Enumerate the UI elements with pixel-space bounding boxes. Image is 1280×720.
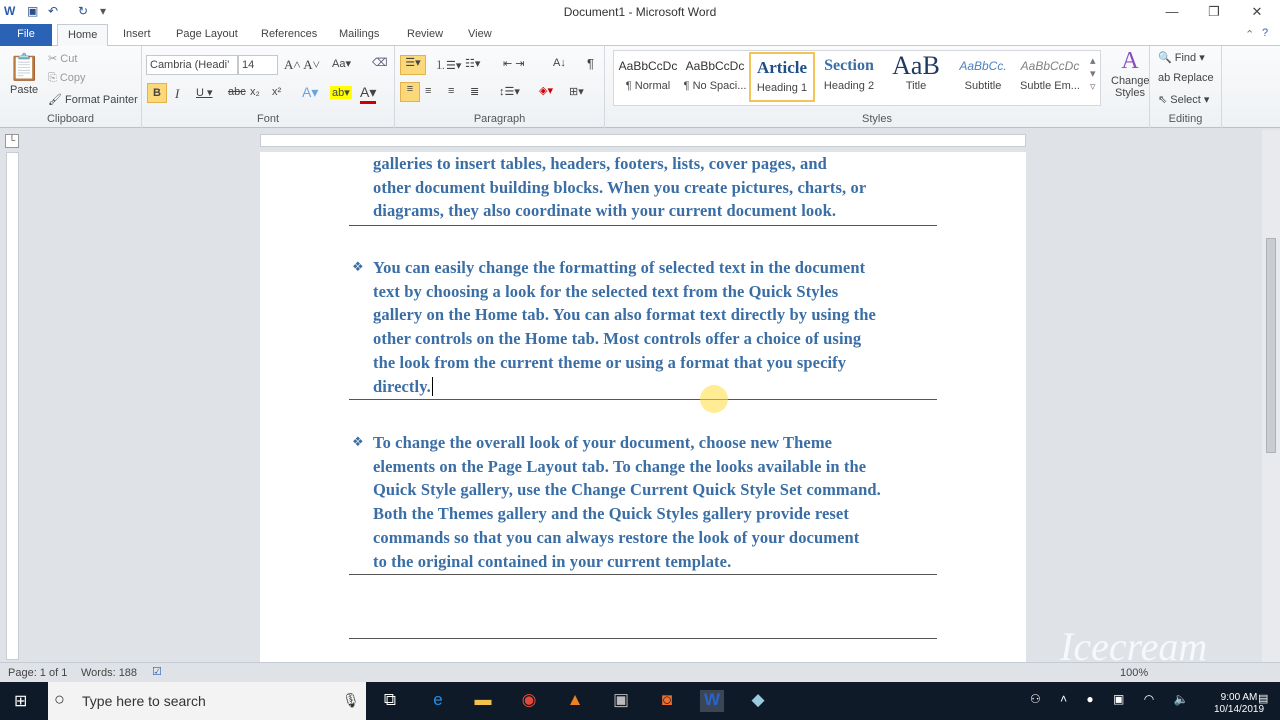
customize-toolbar-icon[interactable]: ▾ <box>100 4 107 18</box>
underline-button[interactable]: U ▾ <box>196 87 213 99</box>
show-marks-button[interactable]: ¶ <box>587 56 594 71</box>
line-spacing-button[interactable]: ↕☰▾ <box>499 86 520 98</box>
cut-button[interactable]: ✂ Cut <box>48 53 78 65</box>
task-view-icon[interactable]: ⧉ <box>383 690 397 709</box>
style-no-spacing[interactable] <box>682 52 748 102</box>
style-preview: AaB <box>892 52 940 80</box>
superscript-button[interactable]: x² <box>272 86 282 98</box>
cut-label: Cut <box>60 53 78 65</box>
style-name: Subtitle <box>964 80 1002 92</box>
paste-icon[interactable]: 📋 <box>8 52 41 82</box>
style-name: ¶ Normal <box>625 80 671 92</box>
style-subtitle[interactable] <box>950 52 1016 102</box>
bold-button[interactable]: B <box>147 83 167 103</box>
text-line: elements on the Page Layout tab. To change the looks available in the <box>373 456 867 476</box>
format-painter-button[interactable]: 🖌 Format Painter <box>48 94 138 106</box>
style-name: Heading 2 <box>823 80 875 92</box>
styles-group-label: Styles <box>862 113 892 125</box>
close-button[interactable]: ✕ <box>1251 4 1263 19</box>
paste-button[interactable]: Paste <box>10 84 39 96</box>
align-center-button[interactable]: ≡ <box>425 85 432 97</box>
font-size-select[interactable]: 14 <box>238 55 278 75</box>
collapse-ribbon-icon[interactable]: ⌃ <box>1245 29 1255 41</box>
paragraph-group <box>395 46 605 128</box>
sort-button[interactable]: A↓ <box>553 57 566 69</box>
text-line: the look from the current theme or using a format that you specify <box>373 352 847 372</box>
replace-label: Replace <box>1173 72 1214 84</box>
undo-icon[interactable]: ↶ <box>48 4 59 18</box>
change-styles-button[interactable] <box>1111 48 1149 99</box>
style-title[interactable] <box>883 52 949 102</box>
paragraph-0[interactable] <box>373 152 953 223</box>
tab-references[interactable]: References <box>261 28 318 40</box>
copy-button[interactable]: ⎘ Copy <box>48 72 86 84</box>
text-line: other document building blocks. When you create pictures, charts, or <box>373 177 867 197</box>
select-button[interactable]: ⇖ Select ▾ <box>1158 94 1210 106</box>
title-bar <box>0 0 1280 24</box>
text-line: Quick Style gallery, use the Change Current Quick Style Set command. <box>373 480 881 500</box>
clipboard-group-label: Clipboard <box>46 113 95 125</box>
text-line: commands so that you can always restore the look of your document <box>373 527 860 547</box>
numbering-button[interactable]: ⒈☰▾ <box>435 60 462 72</box>
notifications-icon[interactable]: ▤ <box>1258 693 1269 705</box>
scrollbar-thumb[interactable] <box>1266 238 1276 453</box>
bullets-button[interactable]: ☰▾ <box>400 55 426 75</box>
ribbon-tabs <box>0 24 1280 46</box>
format-painter-label: Format Painter <box>65 94 138 106</box>
clock[interactable] <box>1214 692 1264 716</box>
page-count[interactable]: Page: 1 of 1 <box>8 667 68 679</box>
bullet-diamond-icon: ❖ <box>352 259 364 274</box>
font-color-button[interactable]: A▾ <box>360 84 376 104</box>
shading-button[interactable]: ◈▾ <box>539 85 553 97</box>
app-icon[interactable]: ▣ <box>612 690 630 709</box>
style-name: Heading 1 <box>756 82 808 94</box>
style-subtle-emphasis[interactable] <box>1017 52 1083 102</box>
tab-home[interactable]: Home <box>57 24 108 47</box>
style-preview: AaBbCc. <box>959 59 1007 73</box>
paragraph-group-label: Paragraph <box>473 113 526 125</box>
word-count[interactable]: Words: 188 <box>81 667 138 679</box>
tab-file[interactable]: File <box>0 24 52 46</box>
text-line: gallery on the Home tab. You can also format text directly by using the <box>373 305 876 325</box>
document-page[interactable] <box>260 152 1026 662</box>
select-label: Select <box>1170 94 1201 106</box>
find-label: Find <box>1174 52 1197 64</box>
word-taskbar-icon[interactable]: W <box>700 690 724 712</box>
tab-selector[interactable]: └ <box>5 134 19 148</box>
styles-group <box>605 46 1150 128</box>
italic-button[interactable]: I <box>175 86 180 101</box>
text-line: You can easily change the formatting of selected text in the document <box>373 258 866 277</box>
justify-button[interactable]: ≣ <box>470 86 480 98</box>
style-heading-2[interactable] <box>816 52 882 102</box>
save-icon[interactable]: ▣ <box>27 4 39 18</box>
chrome-icon[interactable]: ◉ <box>521 690 537 709</box>
borders-button[interactable]: ⊞▾ <box>569 86 584 98</box>
change-case-button[interactable]: Aa▾ <box>332 58 351 70</box>
style-preview: Article <box>756 58 808 77</box>
style-heading-1[interactable] <box>749 52 815 102</box>
editing-group <box>1150 46 1222 128</box>
paragraph-1[interactable] <box>373 256 953 398</box>
date: 10/14/2019 <box>1214 704 1265 715</box>
taskbar-search[interactable] <box>48 682 366 720</box>
text-line: diagrams, they also coordinate with your current document look. <box>373 201 837 221</box>
find-button[interactable]: 🔍 Find ▾ <box>1158 52 1205 64</box>
change-styles-label: Change Styles <box>1111 75 1150 99</box>
cortana-icon: ○ <box>54 689 65 709</box>
subscript-button[interactable]: x₂ <box>250 86 260 98</box>
font-group-label: Font <box>256 113 279 125</box>
text-line: text by choosing a look for the selected text from the Quick Styles <box>373 281 839 301</box>
notes-icon[interactable]: ◆ <box>751 690 765 709</box>
paragraph-border <box>349 574 937 575</box>
microphone-icon[interactable]: 🎙 <box>342 692 360 708</box>
multilevel-list-button[interactable]: ☷▾ <box>465 58 481 70</box>
style-name: ¶ No Spaci... <box>683 80 747 92</box>
align-left-button[interactable]: ≡ <box>400 82 420 102</box>
style-preview: AaBbCcDc <box>618 59 678 73</box>
style-name: Title <box>905 80 927 92</box>
zoom-level[interactable]: 100% <box>1120 667 1149 679</box>
tab-mailings[interactable]: Mailings <box>339 28 380 40</box>
window-title: Document1 - Microsoft Word <box>563 5 717 19</box>
font-group <box>142 46 395 128</box>
replace-button[interactable]: ab Replace <box>1158 72 1214 84</box>
tab-page-layout[interactable]: Page Layout <box>176 28 238 40</box>
search-placeholder: Type here to search <box>82 693 206 709</box>
highlight-button[interactable]: ab▾ <box>332 87 350 99</box>
mouse-cursor-highlight <box>700 385 728 413</box>
clear-formatting-icon[interactable]: ⌫ <box>372 57 388 69</box>
text-line: To change the overall look of your document, choose new Theme <box>373 433 833 452</box>
grow-font-button[interactable]: A˄ A˅ <box>284 57 320 72</box>
tab-insert[interactable]: Insert <box>123 28 151 40</box>
system-tray-icons[interactable]: ⚇ ˄ ● ▣ ◠ 🔈 <box>1030 692 1197 706</box>
vertical-ruler[interactable] <box>6 152 19 660</box>
align-right-button[interactable]: ≡ <box>448 85 455 97</box>
copy-label: Copy <box>59 72 86 84</box>
redo-icon[interactable]: ↻ <box>78 4 89 18</box>
text-line: to the original contained in your current template. <box>373 551 732 571</box>
style-preview: Section <box>824 57 874 74</box>
text-line: Both the Themes gallery and the Quick Styles gallery provide reset <box>373 504 849 524</box>
text-line: directly. <box>373 376 431 396</box>
help-icon[interactable]: ? <box>1262 27 1269 39</box>
file-explorer-icon[interactable]: ▬ <box>474 690 492 709</box>
strikethrough-button[interactable]: abc <box>228 86 246 98</box>
paragraph-2[interactable] <box>373 431 953 573</box>
style-name: Subtle Em... <box>1020 80 1080 92</box>
text-line: other controls on the Home tab. Most controls offer a choice of using <box>373 329 862 349</box>
status-bar <box>0 624 1280 682</box>
text-line: galleries to insert tables, headers, footers, lists, cover pages, and <box>373 154 827 173</box>
style-preview: AaBbCcDc <box>1020 59 1080 73</box>
change-styles-icon: A <box>1121 48 1139 74</box>
recorder-icon[interactable]: ◙ <box>661 690 673 709</box>
minimize-button[interactable]: — <box>1165 4 1179 19</box>
proofing-icon[interactable]: ☑ <box>152 666 162 678</box>
windows-start-icon[interactable]: ⊞ <box>14 693 28 710</box>
styles-scroll-buttons[interactable]: ▴ ▾ ▿ <box>1090 55 1096 93</box>
tab-review[interactable]: Review <box>407 28 444 40</box>
font-name-select[interactable]: Cambria (Headi’ <box>146 55 238 75</box>
time: 9:00 AM <box>1220 692 1258 703</box>
watermark-logo: Icecream <box>1060 624 1208 669</box>
horizontal-ruler[interactable] <box>260 134 1026 147</box>
text-effects-button[interactable]: A▾ <box>302 84 319 100</box>
ribbon <box>0 46 1280 128</box>
indent-buttons[interactable]: ⇤ ⇥ <box>503 58 525 70</box>
bullet-diamond-icon: ❖ <box>352 434 364 449</box>
tab-view[interactable]: View <box>468 28 492 40</box>
maximize-button[interactable]: ❐ <box>1208 4 1220 19</box>
edge-icon[interactable]: e <box>433 690 443 709</box>
paragraph-border <box>349 225 937 226</box>
style-preview: AaBbCcDc <box>685 59 745 73</box>
editing-group-label: Editing <box>1168 113 1203 125</box>
clipboard-group <box>0 46 142 128</box>
text-cursor <box>432 377 433 396</box>
paragraph-border <box>349 638 937 639</box>
style-normal[interactable] <box>615 52 681 102</box>
vlc-icon[interactable]: ▲ <box>566 690 584 709</box>
paragraph-border <box>349 399 937 400</box>
word-logo-icon: W <box>4 4 16 18</box>
